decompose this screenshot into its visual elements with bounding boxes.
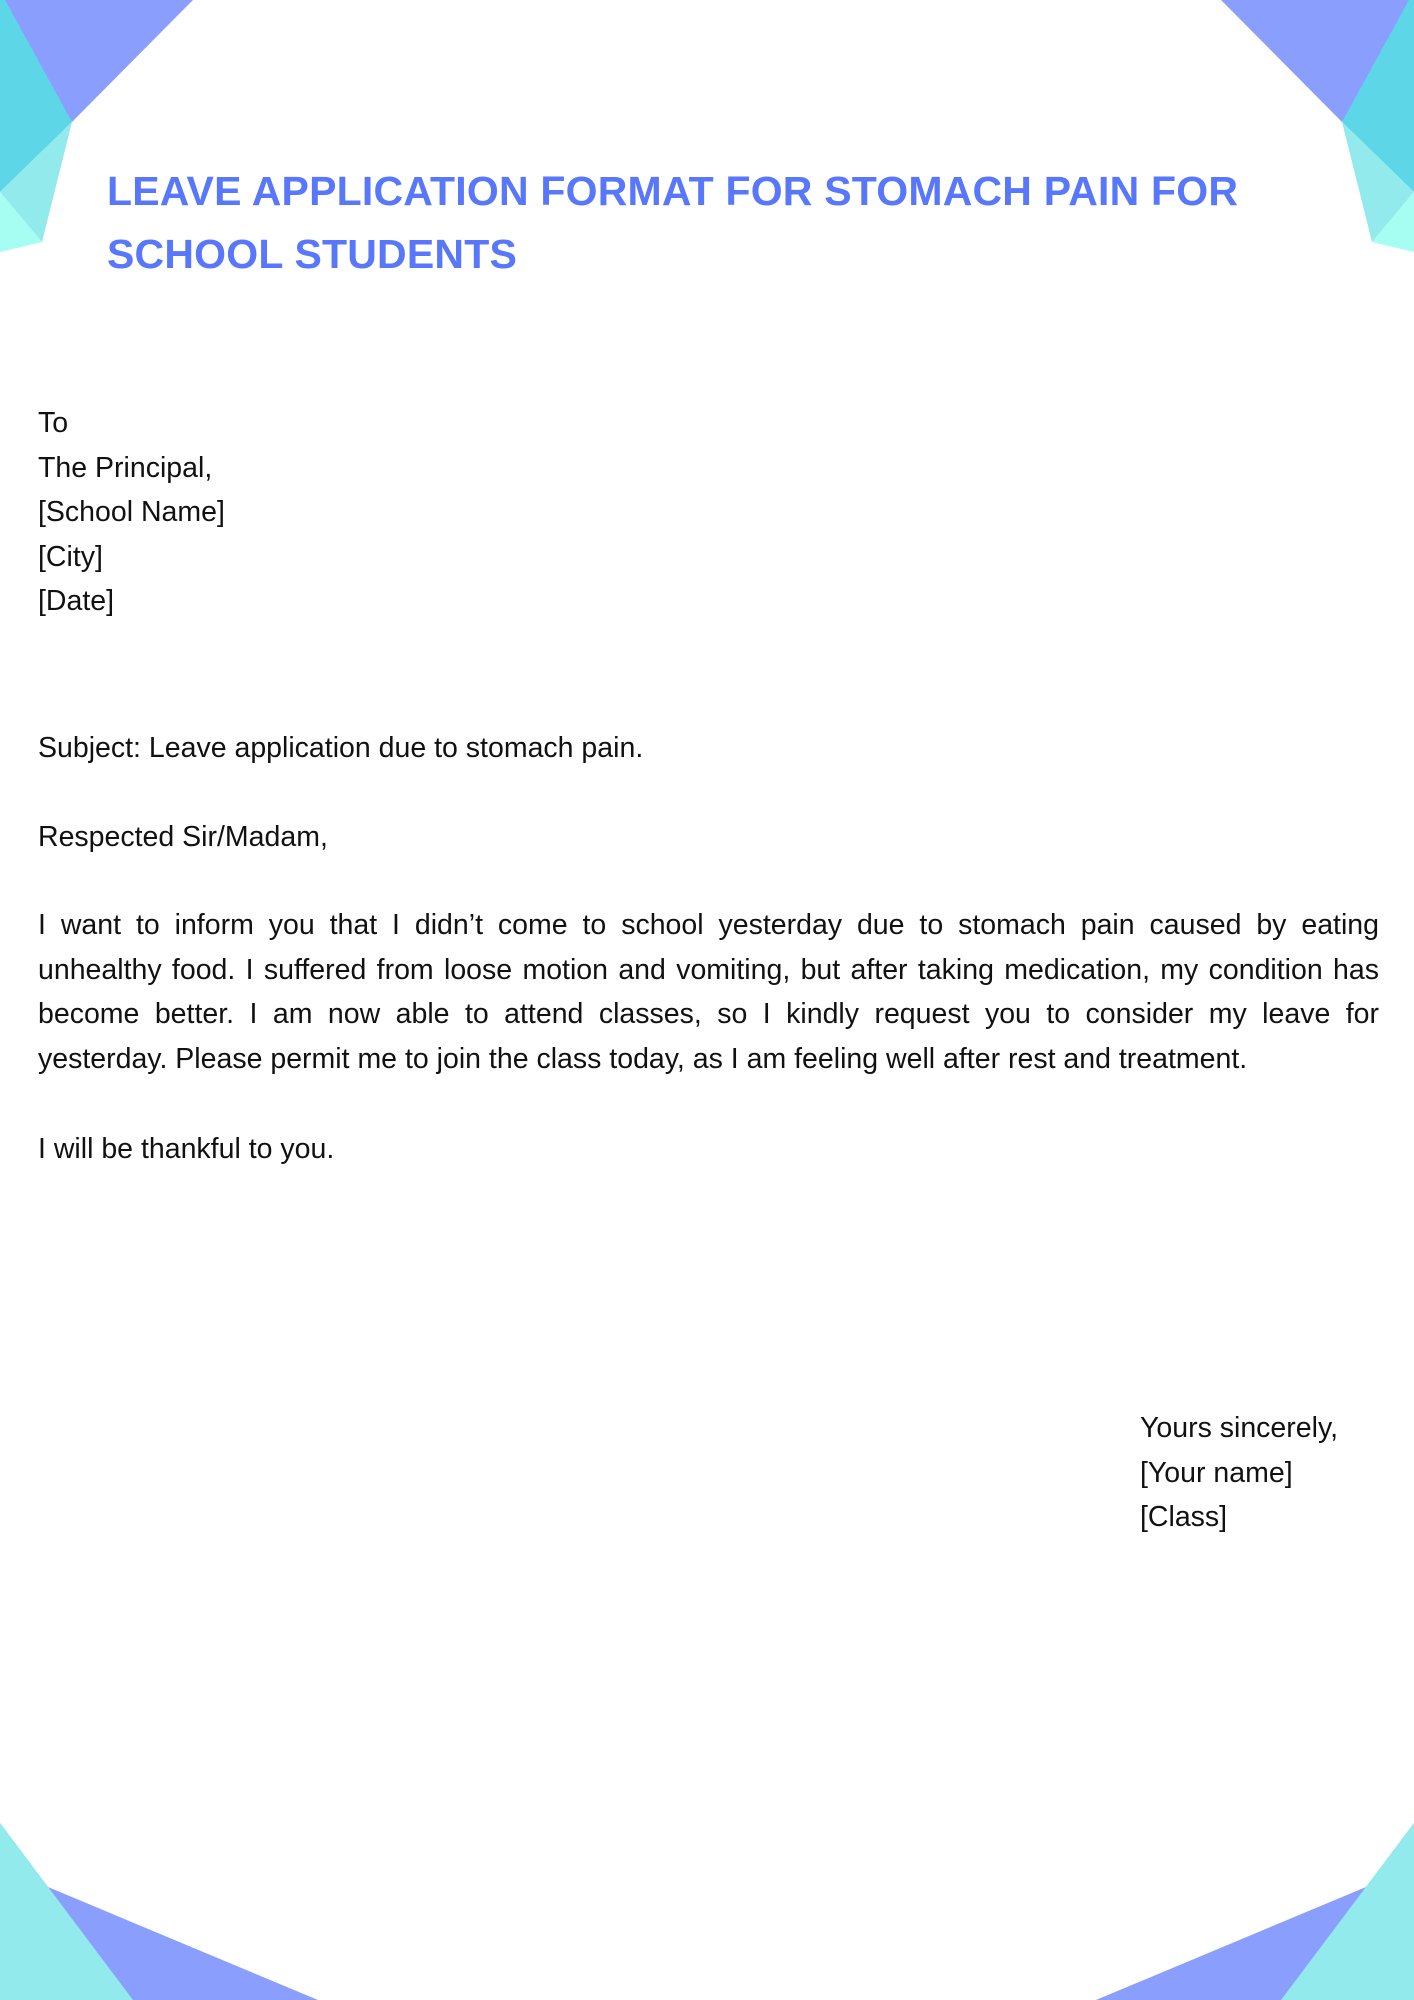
document-title: LEAVE APPLICATION FORMAT FOR STOMACH PAIN FOR SCHOOL STUDENTS — [107, 168, 1239, 277]
salutation: Respected Sir/Madam, — [38, 821, 328, 853]
signature-class: [Class] — [1140, 1501, 1228, 1533]
body-paragraph: I want to inform you that I didn’t come to school yesterday due to stomach pain caused by eating unhealthy food. I suffered from loose motion and vomiting, but after taking medication, my condition has become better. I am now able to attend classes, so I kindly request you to consider my leave for yesterday. Please permit me to join the class today, as I am feeling well after rest and treatment. — [38, 909, 1379, 1075]
subject-line: Subject: Leave application due to stomach pain. — [38, 732, 644, 764]
bottom-left-corner-shape — [0, 1823, 318, 2000]
recipient-address — [38, 401, 225, 624]
address-date: [Date] — [38, 585, 115, 617]
signature-closing: Yours sincerely, — [1140, 1412, 1339, 1444]
signature-block — [1140, 1406, 1338, 1540]
address-recipient: The Principal, — [38, 451, 213, 484]
address-school: [School Name] — [38, 496, 225, 528]
address-city: [City] — [38, 540, 103, 573]
closing-line: I will be thankful to you. — [38, 1133, 335, 1165]
address-to: To — [38, 407, 69, 439]
bottom-right-corner-shape — [1096, 1823, 1414, 2000]
signature-name: [Your name] — [1140, 1456, 1293, 1489]
